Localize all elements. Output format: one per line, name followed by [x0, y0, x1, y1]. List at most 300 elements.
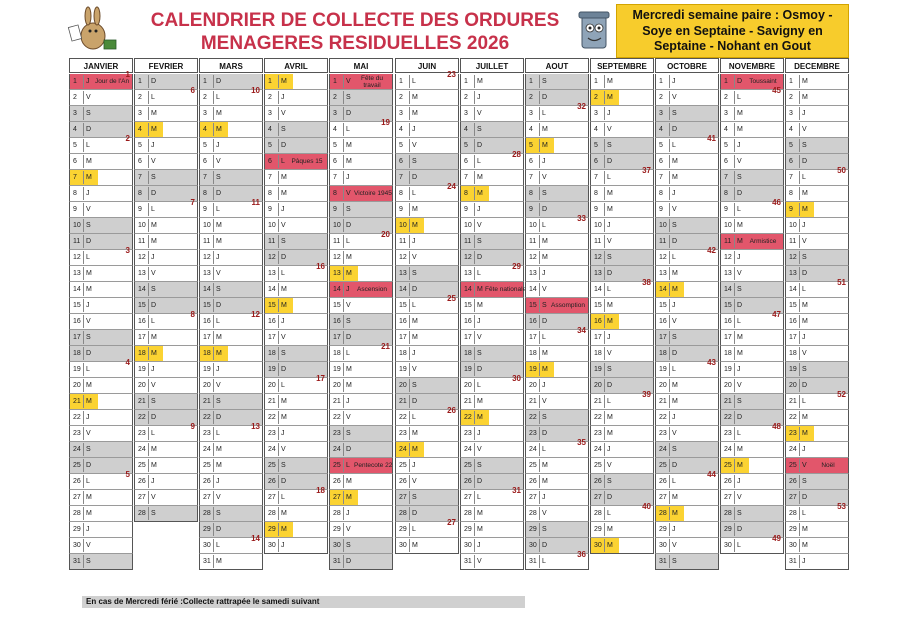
day-number: 28 [594, 510, 602, 517]
day-cell [460, 170, 524, 186]
day-number: 26 [399, 478, 407, 485]
day-letter: V [346, 414, 351, 421]
week-number: 40 [642, 502, 651, 511]
day-letter: S [477, 350, 482, 357]
day-letter: J [737, 366, 741, 373]
day-cell [199, 346, 263, 362]
month-header-avril: AVRIL [264, 58, 328, 73]
day-cell [199, 534, 263, 554]
day-number: 31 [73, 558, 81, 565]
day-letter: J [672, 414, 676, 421]
day-cell [785, 278, 849, 298]
day-letter: M [216, 334, 222, 341]
day-number: 31 [333, 558, 341, 565]
day-cell [395, 406, 459, 426]
day-number: 10 [138, 222, 146, 229]
day-letter: D [281, 478, 287, 485]
day-number: 2 [659, 94, 663, 101]
day-number: 13 [268, 270, 276, 277]
day-cell [525, 266, 589, 282]
day-letter: S [737, 286, 742, 293]
day-number: 10 [529, 222, 537, 229]
holiday-label: Pentecote 22 [354, 462, 393, 469]
day-number: 29 [594, 526, 602, 533]
day-cell [720, 330, 784, 346]
day-letter: D [346, 558, 352, 565]
day-number: 30 [594, 542, 602, 549]
day-number: 25 [399, 462, 407, 469]
day-number: 4 [399, 126, 403, 133]
day-cell [69, 70, 133, 90]
day-number: 18 [399, 350, 407, 357]
day-cell [69, 426, 133, 442]
day-number: 1 [464, 78, 468, 85]
day-cell [655, 106, 719, 122]
holiday-label: Toussaint [749, 78, 777, 85]
day-number: 3 [138, 110, 142, 117]
day-cell [590, 218, 654, 234]
day-cell [460, 282, 527, 298]
day-number: 19 [724, 366, 732, 373]
day-letter: D [151, 78, 157, 85]
day-letter: S [542, 526, 547, 533]
day-number: 24 [268, 446, 276, 453]
day-letter: M [151, 446, 157, 453]
day-letter: V [216, 494, 221, 501]
day-number: 5 [529, 142, 533, 149]
day-letter: V [737, 494, 742, 501]
week-number: 31 [512, 486, 521, 495]
day-number: 29 [464, 526, 472, 533]
day-cell [720, 442, 784, 458]
day-letter: J [346, 174, 350, 181]
day-cell [785, 122, 849, 138]
day-letter: M [216, 350, 222, 357]
day-cell [134, 458, 198, 474]
day-number: 27 [659, 494, 667, 501]
day-number: 22 [399, 414, 407, 421]
week-number: 47 [772, 310, 781, 319]
day-number: 24 [789, 446, 797, 453]
day-number: 16 [789, 318, 797, 325]
day-letter: D [216, 414, 222, 421]
week-number: 46 [772, 198, 781, 207]
day-number: 22 [789, 414, 797, 421]
month-header-septembre: SEPTEMBRE [590, 58, 654, 73]
day-number: 13 [789, 270, 797, 277]
day-number: 8 [724, 190, 728, 197]
day-number: 4 [138, 126, 142, 133]
day-cell [199, 138, 263, 154]
day-cell [460, 410, 524, 426]
day-cell [264, 426, 328, 442]
day-cell [395, 182, 459, 202]
day-number: 15 [724, 302, 732, 309]
day-cell [525, 298, 589, 314]
day-letter: L [542, 446, 546, 453]
day-letter: J [672, 78, 676, 85]
day-cell [525, 362, 589, 378]
day-letter: M [412, 542, 418, 549]
day-cell [460, 554, 524, 570]
day-cell [395, 90, 459, 106]
day-cell [69, 234, 133, 250]
day-number: 4 [594, 126, 598, 133]
day-letter: S [672, 334, 677, 341]
day-number: 19 [529, 366, 537, 373]
day-number: 18 [268, 350, 276, 357]
day-number: 4 [203, 126, 207, 133]
day-cell [785, 186, 849, 202]
day-letter: L [412, 302, 416, 309]
day-number: 22 [659, 414, 667, 421]
week-number: 18 [316, 486, 325, 495]
day-letter: S [672, 110, 677, 117]
day-letter: S [672, 558, 677, 565]
day-number: 9 [138, 206, 142, 213]
day-number: 30 [399, 542, 407, 549]
day-letter: L [86, 478, 90, 485]
day-cell [525, 346, 589, 362]
day-letter: J [151, 478, 155, 485]
day-number: 17 [203, 334, 211, 341]
week-number: 13 [251, 422, 260, 431]
day-cell [655, 74, 719, 90]
day-number: 9 [399, 206, 403, 213]
day-cell [329, 554, 393, 570]
day-number: 1 [333, 78, 337, 85]
day-number: 8 [268, 190, 272, 197]
day-letter: M [216, 110, 222, 117]
day-letter: J [216, 142, 220, 149]
day-letter: M [477, 510, 483, 517]
day-cell [525, 122, 589, 138]
day-letter: D [607, 158, 613, 165]
day-cell [199, 474, 263, 490]
day-letter: M [281, 78, 287, 85]
day-cell [785, 234, 849, 250]
day-cell [785, 474, 849, 490]
day-letter: M [281, 286, 287, 293]
day-number: 17 [464, 334, 472, 341]
day-letter: S [607, 142, 612, 149]
day-letter: J [281, 430, 285, 437]
day-cell [264, 262, 328, 282]
day-number: 2 [138, 94, 142, 101]
day-cell [69, 394, 133, 410]
day-cell [655, 170, 719, 186]
day-number: 28 [73, 510, 81, 517]
day-number: 1 [73, 78, 77, 85]
day-letter: S [672, 222, 677, 229]
day-cell [69, 122, 133, 138]
day-number: 23 [529, 430, 537, 437]
day-letter: S [281, 350, 286, 357]
day-cell [264, 90, 328, 106]
day-cell [720, 218, 784, 234]
holiday-label: Pâques 15 [291, 158, 323, 165]
day-number: 3 [333, 110, 337, 117]
day-letter: D [802, 158, 808, 165]
day-number: 13 [529, 270, 537, 277]
day-number: 5 [789, 142, 793, 149]
day-letter: J [607, 222, 611, 229]
day-number: 2 [268, 94, 272, 101]
day-letter: L [346, 238, 350, 245]
day-cell [460, 458, 524, 474]
day-number: 26 [73, 478, 81, 485]
day-number: 12 [789, 254, 797, 261]
day-number: 22 [268, 414, 276, 421]
day-letter: J [86, 302, 90, 309]
day-letter: M [542, 350, 548, 357]
day-letter: M [672, 174, 678, 181]
day-cell [785, 426, 849, 442]
day-number: 14 [464, 286, 472, 293]
day-number: 1 [138, 78, 142, 85]
day-number: 19 [399, 366, 407, 373]
day-cell [329, 362, 393, 378]
day-number: 6 [464, 158, 468, 165]
week-number: 41 [707, 134, 716, 143]
holiday-label: Assomption [551, 302, 585, 309]
day-number: 26 [659, 478, 667, 485]
day-number: 8 [203, 190, 207, 197]
day-cell [720, 422, 784, 442]
day-number: 11 [138, 238, 146, 245]
day-cell [134, 282, 198, 298]
day-cell [720, 250, 784, 266]
day-number: 6 [138, 158, 142, 165]
day-letter: M [802, 94, 808, 101]
day-number: 31 [203, 558, 211, 565]
week-number: 9 [190, 422, 195, 431]
day-letter: M [151, 222, 157, 229]
day-letter: V [281, 334, 286, 341]
day-letter: S [151, 286, 156, 293]
day-number: 30 [659, 542, 667, 549]
day-number: 28 [268, 510, 276, 517]
day-letter: M [802, 302, 808, 309]
day-cell [785, 410, 849, 426]
holiday-label: Victoire 1945 [354, 190, 392, 197]
day-cell [590, 426, 654, 442]
day-letter: J [477, 542, 481, 549]
day-letter: M [86, 286, 92, 293]
month-header-octobre: OCTOBRE [655, 58, 719, 73]
day-letter: M [802, 542, 808, 549]
day-letter: L [672, 366, 676, 373]
day-letter: D [281, 366, 287, 373]
day-number: 1 [399, 78, 403, 85]
day-number: 7 [659, 174, 663, 181]
day-number: 28 [203, 510, 211, 517]
day-number: 16 [724, 318, 732, 325]
day-letter: D [151, 302, 157, 309]
day-number: 18 [724, 350, 732, 357]
day-cell [395, 138, 459, 154]
day-cell [134, 198, 198, 218]
day-number: 18 [529, 350, 537, 357]
day-number: 3 [594, 110, 598, 117]
day-cell [785, 330, 849, 346]
day-cell [264, 298, 328, 314]
day-letter: S [216, 174, 221, 181]
day-number: 28 [464, 510, 472, 517]
day-number: 28 [724, 510, 732, 517]
week-number: 49 [772, 534, 781, 543]
day-number: 23 [268, 430, 276, 437]
day-number: 13 [594, 270, 602, 277]
day-cell [134, 298, 198, 314]
day-number: 30 [268, 542, 276, 549]
day-letter: J [672, 526, 676, 533]
day-cell [329, 538, 393, 554]
day-cell [69, 490, 133, 506]
day-cell [720, 234, 784, 250]
holiday-label: Noël [821, 462, 835, 469]
day-letter: M [477, 174, 483, 181]
day-cell [329, 298, 393, 314]
day-letter: D [672, 126, 678, 133]
day-number: 16 [659, 318, 667, 325]
week-number: 38 [642, 278, 651, 287]
week-number: 30 [512, 374, 521, 383]
day-letter: D [216, 526, 222, 533]
day-letter: M [737, 238, 743, 245]
day-number: 17 [138, 334, 146, 341]
day-cell [460, 314, 524, 330]
day-number: 13 [659, 270, 667, 277]
day-cell [525, 74, 589, 90]
day-number: 26 [529, 478, 537, 485]
day-number: 2 [73, 94, 77, 101]
day-number: 22 [138, 414, 146, 421]
day-number: 13 [724, 270, 732, 277]
day-letter: D [151, 414, 157, 421]
day-number: 25 [724, 462, 732, 469]
day-cell [785, 554, 849, 570]
day-number: 26 [464, 478, 472, 485]
day-letter: J [802, 558, 806, 565]
week-number: 11 [251, 198, 260, 207]
day-number: 12 [138, 254, 146, 261]
week-number: 21 [381, 342, 390, 351]
day-cell [264, 282, 328, 298]
day-letter: D [672, 462, 678, 469]
day-letter: M [216, 446, 222, 453]
day-number: 14 [594, 286, 602, 293]
day-number: 17 [724, 334, 732, 341]
day-letter: L [151, 94, 155, 101]
week-number: 50 [837, 166, 846, 175]
week-number: 2 [125, 134, 130, 143]
day-cell [329, 410, 393, 426]
day-letter: M [542, 366, 548, 373]
day-number: 2 [333, 94, 337, 101]
day-number: 23 [789, 430, 797, 437]
day-number: 29 [659, 526, 667, 533]
day-letter: L [281, 158, 285, 165]
day-number: 7 [724, 174, 728, 181]
day-letter: D [477, 254, 483, 261]
day-number: 25 [529, 462, 537, 469]
day-number: 28 [789, 510, 797, 517]
day-letter: L [477, 158, 481, 165]
day-cell [720, 198, 784, 218]
day-number: 25 [464, 462, 472, 469]
week-number: 7 [190, 198, 195, 207]
day-number: 14 [138, 286, 146, 293]
holiday-label: Armistice [749, 238, 777, 245]
day-cell [590, 186, 654, 202]
day-number: 28 [138, 510, 146, 517]
day-number: 22 [594, 414, 602, 421]
day-number: 13 [464, 270, 472, 277]
day-cell [264, 106, 328, 122]
day-cell [329, 90, 393, 106]
day-letter: V [412, 254, 417, 261]
day-letter: L [802, 510, 806, 517]
day-cell [264, 122, 328, 138]
day-cell [525, 154, 589, 170]
week-number: 8 [190, 310, 195, 319]
week-number: 16 [316, 262, 325, 271]
day-number: 10 [399, 222, 407, 229]
day-letter: V [86, 206, 91, 213]
day-letter: J [281, 94, 285, 101]
day-letter: M [477, 414, 483, 421]
day-number: 2 [399, 94, 403, 101]
day-letter: L [151, 318, 155, 325]
day-cell [460, 186, 524, 202]
day-letter: V [346, 526, 351, 533]
week-number: 33 [577, 214, 586, 223]
day-letter: J [477, 318, 481, 325]
day-letter: L [216, 206, 220, 213]
day-number: 27 [268, 494, 276, 501]
day-number: 20 [594, 382, 602, 389]
day-cell [785, 166, 849, 186]
day-number: 7 [203, 174, 207, 181]
day-letter: V [542, 174, 547, 181]
day-number: 18 [333, 350, 341, 357]
day-letter: L [672, 478, 676, 485]
day-letter: M [216, 462, 222, 469]
day-number: 19 [333, 366, 341, 373]
day-number: 31 [659, 558, 667, 565]
day-number: 25 [333, 462, 341, 469]
day-letter: L [607, 398, 611, 405]
day-cell [69, 330, 133, 346]
day-number: 24 [333, 446, 341, 453]
day-letter: M [802, 78, 808, 85]
day-letter: M [151, 126, 157, 133]
day-number: 12 [333, 254, 341, 261]
day-cell [785, 106, 849, 122]
day-cell [720, 310, 784, 330]
day-cell [264, 522, 328, 538]
day-number: 11 [203, 238, 211, 245]
day-number: 2 [594, 94, 598, 101]
day-letter: S [737, 398, 742, 405]
day-number: 6 [659, 158, 663, 165]
day-cell [264, 374, 328, 394]
day-number: 29 [333, 526, 341, 533]
day-number: 6 [268, 158, 272, 165]
holiday-label: Fête nationale [485, 286, 527, 293]
day-letter: M [346, 382, 352, 389]
